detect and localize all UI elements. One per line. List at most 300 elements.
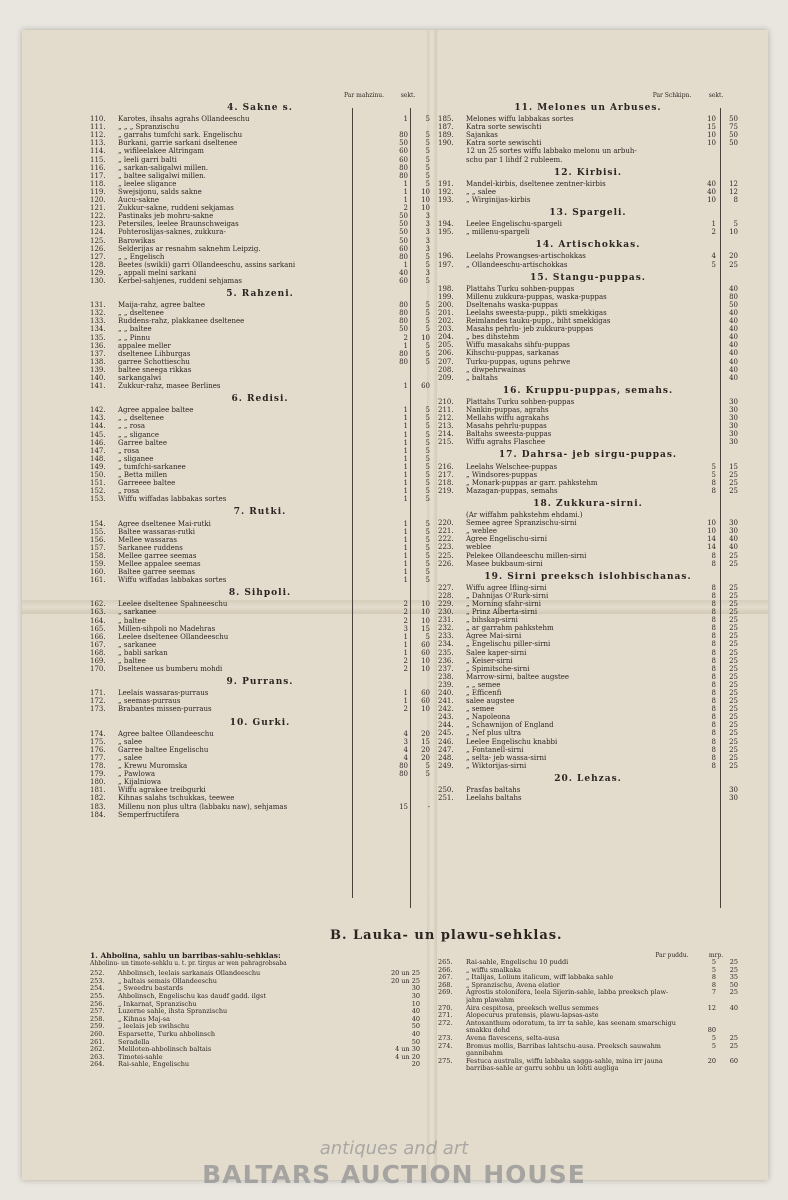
- item-number: 195.: [438, 228, 454, 237]
- list-item: [90, 544, 430, 552]
- item-number: 209.: [438, 373, 454, 382]
- list-item: [90, 188, 430, 196]
- item-name: 12 un 25 sortes wiffu labbako melonu un arbuh-: [466, 147, 637, 156]
- item-price: 8: [711, 583, 716, 592]
- item-price: 30: [411, 991, 420, 1000]
- item-price: 10: [707, 139, 716, 148]
- item-unit: 12: [729, 187, 738, 196]
- item-number: 117.: [90, 171, 106, 180]
- item-name: „ baltais semais Ollandeeschu: [118, 977, 217, 985]
- list-item: [438, 794, 738, 802]
- item-price: 1: [403, 438, 408, 447]
- item-name: Aira cespitosa, preeksch wellus semmes: [466, 1004, 599, 1012]
- item-unit: [408, 794, 430, 802]
- list-item: [438, 697, 738, 705]
- item-name: „ baltahs: [466, 373, 498, 382]
- item-unit: [716, 1020, 738, 1028]
- item-name: Agree Engelischu-sirni: [466, 535, 547, 544]
- item-number: 136.: [90, 341, 106, 350]
- item-name: „ Sweedru bastards: [118, 985, 184, 993]
- item-price: 8: [711, 624, 716, 633]
- item-number: 227.: [438, 583, 454, 592]
- item-number: 223.: [438, 543, 454, 552]
- item-name: Baltahs sweesta-puppas: [466, 430, 552, 439]
- item-unit: -: [427, 802, 430, 811]
- item-price: 2: [403, 616, 408, 625]
- item-name: barribas-sahle ar garru sohbu un lohti augliga: [466, 1065, 619, 1073]
- item-number: 158.: [90, 551, 106, 560]
- list-item: [438, 196, 738, 204]
- item-number: 208.: [438, 365, 454, 374]
- item-number: 111.: [90, 123, 106, 132]
- list-item: [438, 997, 738, 1005]
- list-item: [90, 471, 430, 479]
- item-unit: 5: [425, 762, 430, 771]
- item-unit: 25: [729, 640, 738, 649]
- item-price: 50: [399, 220, 408, 229]
- list-item: [438, 188, 738, 196]
- item-number: 183.: [90, 802, 106, 811]
- list-item: [438, 1012, 738, 1020]
- item-name: Leelee dseltenee Spahneeschu: [118, 600, 228, 609]
- list-item: [90, 317, 430, 325]
- item-number: 199.: [438, 292, 454, 301]
- item-number: 112.: [90, 131, 106, 140]
- item-number: 164.: [90, 616, 106, 625]
- header-price: Par puddu.: [655, 952, 689, 959]
- item-unit: [716, 156, 738, 164]
- item-number: 175.: [90, 737, 106, 746]
- item-name: Wiffu agrahs Flaschee: [466, 438, 546, 447]
- item-name: „ tumfchi-sarkanee: [118, 462, 186, 471]
- item-name: Dseltenee us bumberu mohdi: [118, 665, 223, 674]
- item-unit: 25: [729, 599, 738, 608]
- item-price: 1: [403, 559, 408, 568]
- item-price: 80: [399, 252, 408, 261]
- item-unit: 60: [421, 382, 430, 391]
- item-price: 60: [399, 155, 408, 164]
- item-name: Swejsijonu, salds sakne: [118, 187, 202, 196]
- item-name: „ salee: [118, 753, 143, 762]
- item-number: 225.: [438, 551, 454, 560]
- item-unit: 5: [425, 568, 430, 577]
- item-name: „ appali melni sarkani: [118, 268, 197, 277]
- item-number: 169.: [90, 657, 106, 665]
- item-number: 150.: [90, 471, 106, 480]
- item-unit: 5: [425, 527, 430, 536]
- item-price: [694, 301, 716, 309]
- list-item: [438, 1065, 738, 1073]
- list-item: [438, 180, 738, 188]
- list-item: [438, 131, 738, 139]
- item-unit: 5: [425, 349, 430, 358]
- item-number: 165.: [90, 624, 106, 633]
- item-unit: 5: [425, 559, 430, 568]
- list-item: [90, 382, 430, 390]
- item-name: Masahs pehrlu- jeb zukkura-puppas: [466, 325, 594, 334]
- item-unit: 25: [729, 616, 738, 625]
- item-unit: 5: [425, 406, 430, 415]
- item-number: 256.: [90, 999, 105, 1008]
- item-number: 239.: [438, 680, 454, 689]
- section-title: 5. Rahzeni.: [226, 289, 294, 300]
- item-number: 240.: [438, 689, 454, 697]
- item-unit: 25: [729, 672, 738, 681]
- item-number: 141.: [90, 382, 106, 391]
- list-item: [438, 746, 738, 754]
- item-name: „ leelee sligance: [118, 179, 177, 188]
- right-header: [438, 92, 738, 99]
- list-item: [438, 325, 738, 333]
- item-price: 5: [711, 958, 716, 966]
- item-price: 80: [399, 762, 408, 771]
- item-number: 262.: [90, 1045, 105, 1054]
- section-title: 6. Redisi.: [231, 394, 289, 405]
- item-price: [694, 285, 716, 293]
- item-name: gannibahm: [466, 1050, 503, 1058]
- item-number: 206.: [438, 349, 454, 358]
- item-unit: 5: [425, 422, 430, 431]
- header-unit: sekt.: [400, 92, 416, 99]
- list-item: [90, 228, 430, 236]
- list-item: [90, 447, 430, 455]
- item-name: garree Schottieschu: [118, 357, 190, 366]
- list-item: [438, 640, 738, 648]
- item-number: 187.: [438, 123, 454, 132]
- item-price: 1: [403, 196, 408, 205]
- item-number: 235.: [438, 648, 454, 657]
- item-name: Wiffu masakahs sihfu-puppas: [466, 341, 570, 350]
- item-price: 8: [711, 753, 716, 762]
- item-price: 8: [711, 486, 716, 495]
- list-item: [438, 1050, 738, 1058]
- item-price: 14: [707, 535, 716, 544]
- item-name: Rai-sahle, Engelischu: [118, 1061, 190, 1069]
- item-number: 267.: [438, 973, 453, 982]
- item-name: „ Engelischu piller-sirni: [466, 640, 551, 649]
- item-unit: 10: [421, 600, 430, 609]
- item-price: 50: [411, 1037, 420, 1046]
- item-unit: 5: [425, 163, 430, 172]
- item-price: [694, 374, 716, 382]
- item-price: 2: [403, 333, 408, 342]
- item-number: 190.: [438, 139, 454, 148]
- item-price: 1: [403, 495, 408, 504]
- item-number: 177.: [90, 753, 106, 762]
- list-item: [90, 1054, 420, 1062]
- item-price: 80: [399, 357, 408, 366]
- part-b-right: [438, 952, 738, 1073]
- item-unit: 40: [729, 543, 738, 552]
- item-unit: 5: [425, 438, 430, 447]
- item-number: 120.: [90, 196, 106, 205]
- item-price: 1: [403, 519, 408, 528]
- item-number: 163.: [90, 608, 106, 617]
- item-price: 1: [403, 648, 408, 657]
- item-unit: 25: [729, 478, 738, 487]
- item-name: „ baltee: [118, 616, 146, 625]
- item-name: Agree dseltenee Mai-rutki: [118, 519, 211, 528]
- list-item: [438, 616, 738, 624]
- list-item: [90, 366, 430, 374]
- item-unit: [408, 778, 430, 786]
- item-number: 248.: [438, 753, 454, 762]
- item-price: 1: [403, 543, 408, 552]
- list-item: [438, 487, 738, 495]
- item-unit: 25: [729, 745, 738, 754]
- item-name: „ „ dseltenee: [118, 309, 164, 318]
- section-title: 11. Melones un Arbuses.: [514, 103, 662, 113]
- item-unit: 75: [729, 123, 738, 132]
- item-name: Wiffu wiffadas labbakas sortes: [118, 576, 227, 585]
- item-number: 178.: [90, 762, 106, 771]
- item-unit: 3: [425, 220, 430, 229]
- list-item: [90, 697, 430, 705]
- item-price: 8: [711, 973, 716, 982]
- list-item: [438, 959, 738, 967]
- list-item: [90, 439, 430, 447]
- item-number: 160.: [90, 568, 106, 577]
- item-price: 5: [711, 260, 716, 269]
- item-price: [694, 325, 716, 333]
- list-item: [438, 786, 738, 794]
- list-item: [438, 261, 738, 269]
- list-item: [90, 422, 430, 430]
- item-number: 115.: [90, 155, 106, 164]
- list-item: [438, 527, 738, 535]
- item-name: „ semee: [466, 705, 495, 714]
- item-name: Semperfructifera: [118, 810, 180, 819]
- item-number: 220.: [438, 519, 454, 528]
- item-price: 5: [711, 470, 716, 479]
- list-item: [438, 649, 738, 657]
- item-number: 202.: [438, 317, 454, 326]
- item-unit: 5: [425, 632, 430, 641]
- item-price: 1: [403, 414, 408, 423]
- item-number: 253.: [90, 976, 105, 985]
- item-name: Zukkur-sakne, ruddeni sekjamas: [118, 204, 234, 213]
- item-price: 50: [399, 325, 408, 334]
- list-item: [90, 657, 430, 665]
- item-price: 8: [711, 656, 716, 665]
- item-number: 171.: [90, 689, 106, 698]
- item-unit: 5: [425, 341, 430, 350]
- item-unit: 5: [425, 551, 430, 560]
- list-item: [438, 406, 738, 414]
- item-number: 126.: [90, 244, 106, 253]
- item-name: „ „ sligance: [118, 430, 159, 439]
- item-name: „ Keiser-sirni: [466, 656, 513, 665]
- item-unit: 10: [421, 204, 430, 213]
- item-number: 204.: [438, 333, 454, 342]
- item-price: 2: [403, 608, 408, 617]
- list-item: [438, 543, 738, 551]
- item-number: 130.: [90, 276, 106, 285]
- list-item: [90, 123, 430, 131]
- item-name: Katra sorte sewischti: [466, 123, 542, 132]
- item-unit: 60: [421, 697, 430, 706]
- item-number: 128.: [90, 260, 106, 269]
- item-number: 147.: [90, 446, 106, 455]
- item-number: 257.: [90, 1007, 105, 1016]
- item-number: 252.: [90, 969, 105, 978]
- item-number: 170.: [90, 665, 106, 674]
- list-item: [90, 156, 430, 164]
- list-item: [438, 989, 738, 997]
- item-name: „ Dahnijas O'Rurk-sirni: [466, 591, 549, 600]
- item-unit: 25: [729, 729, 738, 738]
- item-price: 8: [711, 713, 716, 722]
- item-unit: 5: [425, 139, 430, 148]
- item-name: Ruddens-rahz, plakkanee dseltenee: [118, 317, 245, 326]
- list-item: [438, 632, 738, 640]
- item-unit: 25: [729, 470, 738, 479]
- item-price: 10: [707, 115, 716, 124]
- list-item: [90, 431, 430, 439]
- item-number: 221.: [438, 527, 454, 536]
- item-name: „ Windsores-puppas: [466, 470, 538, 479]
- list-item: [438, 341, 738, 349]
- list-item: [438, 974, 738, 982]
- item-number: [438, 1065, 466, 1073]
- item-unit: 25: [729, 486, 738, 495]
- item-price: 8: [711, 599, 716, 608]
- list-item: [90, 985, 420, 993]
- item-number: 181.: [90, 786, 106, 795]
- list-item: [90, 970, 420, 978]
- section-title: 9. Purrans.: [226, 677, 294, 688]
- item-number: 268.: [438, 980, 453, 989]
- item-number: 153.: [90, 495, 106, 504]
- list-item: [438, 1005, 738, 1013]
- item-price: [694, 511, 716, 519]
- item-name: Beetes (swikli) garri Ollandeeschu, assins sarkani: [118, 260, 296, 269]
- list-item: [90, 309, 430, 317]
- item-unit: 50: [729, 131, 738, 140]
- item-name: Semee agree Spranzischu-sirni: [466, 519, 577, 528]
- list-item: [438, 681, 738, 689]
- item-name: Ahbolinsch, Engelischu kas daudf gadd. ilgst: [118, 992, 266, 1000]
- item-number: 243.: [438, 713, 454, 722]
- list-item: [438, 754, 738, 762]
- item-price: 8: [711, 729, 716, 738]
- item-unit: 10: [421, 616, 430, 625]
- item-number: 247.: [438, 745, 454, 754]
- item-number: 244.: [438, 721, 454, 730]
- item-price: 2: [403, 204, 408, 213]
- item-name: „ leeli garri balti: [118, 155, 177, 164]
- item-number: 143.: [90, 414, 106, 423]
- item-price: 20 un 25: [390, 969, 420, 978]
- item-name: Melones wiffu labbakas sortes: [466, 115, 574, 124]
- item-number: 138.: [90, 357, 106, 366]
- list-item: [90, 794, 430, 802]
- item-unit: 5: [425, 519, 430, 528]
- item-number: [438, 147, 466, 155]
- list-item: [90, 520, 430, 528]
- item-number: 140.: [90, 374, 106, 382]
- list-item: [90, 560, 430, 568]
- item-price: 50: [399, 236, 408, 245]
- item-unit: 25: [729, 551, 738, 560]
- item-unit: 60: [421, 689, 430, 698]
- list-item: [438, 665, 738, 673]
- list-item: [90, 139, 430, 147]
- item-name: Maija-rahz, agree baltee: [118, 301, 205, 310]
- item-name: „ Fontanell-sirni: [466, 745, 524, 754]
- section-title: 10. Gurki.: [229, 717, 291, 728]
- item-number: 185.: [438, 115, 454, 124]
- item-unit: 3: [425, 244, 430, 253]
- item-name: „ sliganee: [118, 454, 154, 463]
- list-item: [438, 285, 738, 293]
- item-name: Aucu-sakne: [118, 196, 160, 205]
- section-title: 17. Dahrsa- jeb sirgu-puppas.: [498, 450, 678, 461]
- list-item: [90, 528, 430, 536]
- item-name: Garreeee baltee: [118, 479, 176, 488]
- item-price: 8: [711, 478, 716, 487]
- item-unit: 30: [729, 414, 738, 423]
- item-number: 149.: [90, 462, 106, 471]
- list-item: [90, 811, 430, 819]
- part-b-note: Ahbolinu- un timote-sehklu u. t. pr. tirgus ar wen pahragrobsaba: [90, 959, 287, 967]
- item-unit: 40: [729, 317, 738, 326]
- item-price: 4: [403, 729, 408, 738]
- item-name: „ rosa: [118, 446, 140, 455]
- item-unit: 5: [425, 155, 430, 164]
- list-item: [90, 770, 430, 778]
- item-price: 40: [411, 1014, 420, 1023]
- item-price: 4 un 20: [395, 1052, 420, 1061]
- item-price: 1: [403, 430, 408, 439]
- item-name: „ Pawlowa: [118, 770, 156, 779]
- item-name: „ Inkarnat, Spranzischu: [118, 1000, 197, 1008]
- item-unit: 5: [425, 131, 430, 140]
- item-name: Avena flavescens, selta-ausa: [466, 1034, 560, 1042]
- item-unit: 30: [729, 422, 738, 431]
- item-name: Turku-puppas, uguns pehrwe: [466, 357, 571, 366]
- item-name: „ Nef plus ultra: [466, 729, 522, 738]
- item-unit: 20: [421, 729, 430, 738]
- item-number: 233.: [438, 632, 454, 641]
- item-name: weblee: [466, 543, 492, 552]
- list-item: [90, 803, 430, 811]
- item-number: 270.: [438, 1003, 453, 1012]
- item-name: Pohteroslijas-saknes, zukkura-: [118, 228, 226, 237]
- item-number: 246.: [438, 737, 454, 746]
- item-number: 191.: [438, 179, 454, 188]
- item-name: „ Efficenfi: [466, 689, 502, 697]
- list-item: [90, 414, 430, 422]
- item-name: Baltee garree seemas: [118, 568, 196, 577]
- item-price: 30: [411, 984, 420, 993]
- item-name: „ baltee: [118, 657, 146, 665]
- item-price: [694, 1065, 716, 1073]
- item-price: 8: [711, 705, 716, 714]
- item-price: 1: [403, 454, 408, 463]
- item-price: 4: [403, 753, 408, 762]
- item-unit: 5: [425, 414, 430, 423]
- list-item: [90, 1061, 420, 1069]
- item-unit: 25: [729, 583, 738, 592]
- item-price: 20: [411, 1060, 420, 1069]
- list-item: [90, 212, 430, 220]
- item-name: Zukkur-rahz, masee Berlines: [118, 382, 221, 391]
- item-unit: 5: [425, 252, 430, 261]
- item-number: 119.: [90, 187, 106, 196]
- item-price: 80: [707, 1026, 716, 1035]
- item-number: 134.: [90, 325, 106, 334]
